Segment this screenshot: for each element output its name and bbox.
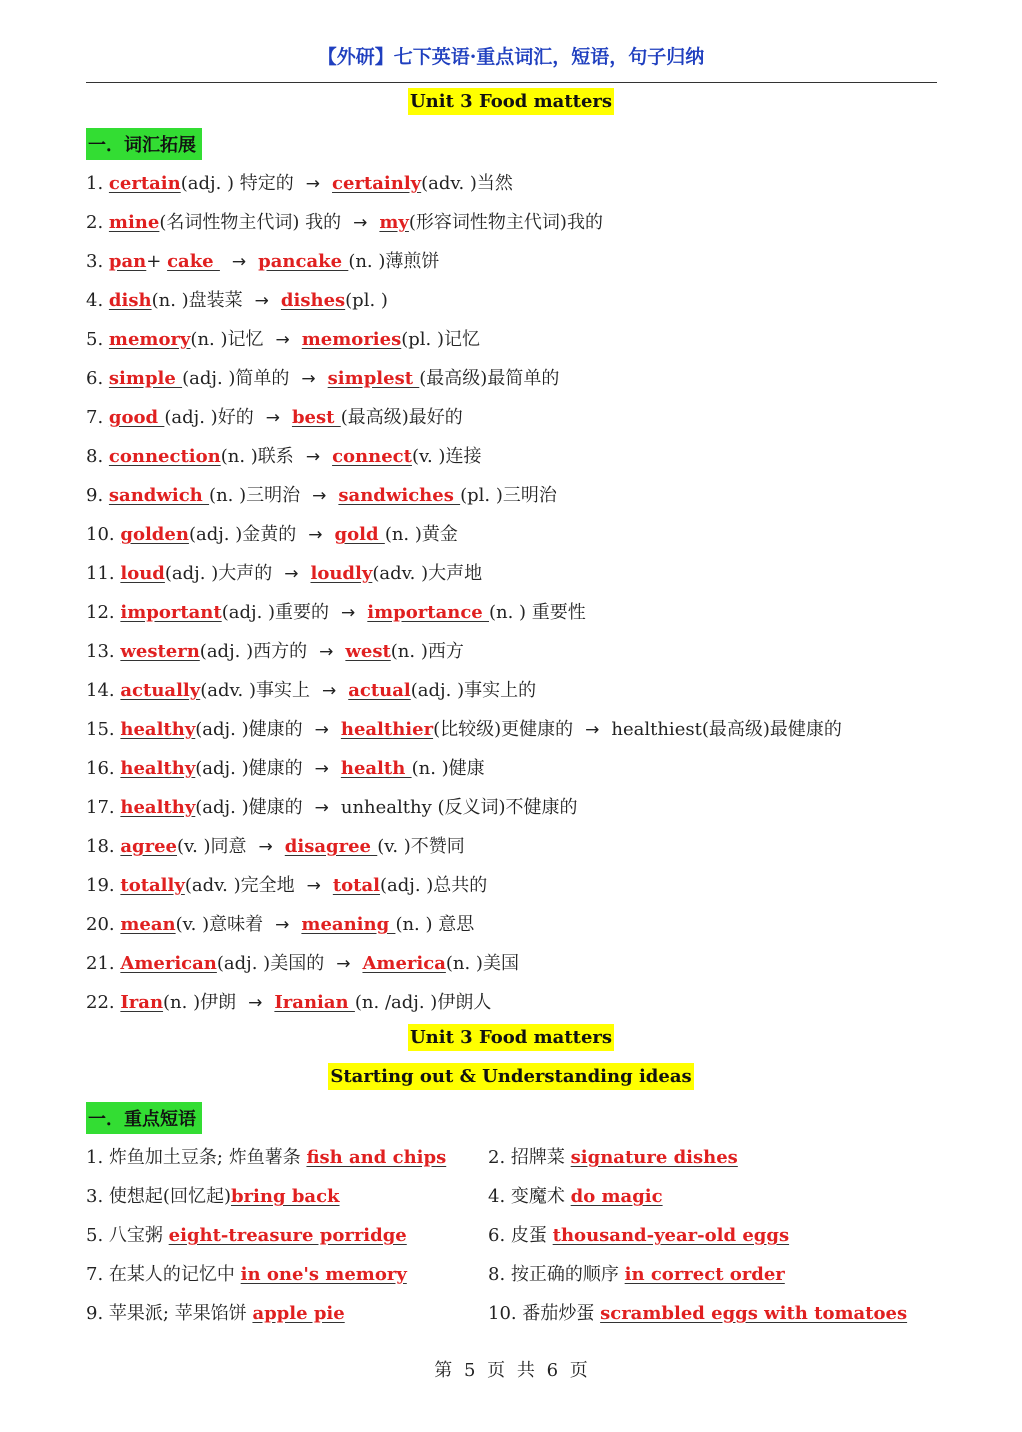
item-number: 8. <box>488 1264 506 1285</box>
vocab-item <box>86 203 842 242</box>
answer-word: connection <box>108 446 221 467</box>
item-number: 20. <box>86 914 115 935</box>
phrase-item <box>86 1177 340 1216</box>
answer-word: American <box>120 953 217 974</box>
arrow-icon: → <box>314 720 329 740</box>
word-info: (n. )盘装菜 <box>151 290 243 311</box>
answer-word: loud <box>120 563 165 584</box>
word-info: (adj. )美国的 <box>216 953 325 974</box>
item-number: 14. <box>86 680 115 701</box>
unit-title-text: Unit 3 Food matters <box>408 88 614 115</box>
phrase-chinese: 皮蛋 <box>510 1225 553 1246</box>
arrow-icon: → <box>275 330 290 350</box>
word-info: (比较级)更健康的 <box>433 719 574 740</box>
word-info: (n. ) 意思 <box>395 914 475 935</box>
phrase-item <box>488 1294 907 1333</box>
phrase-chinese: 炸鱼加土豆条; 炸鱼薯条 <box>108 1147 307 1168</box>
answer-word: pancake <box>258 251 349 272</box>
item-number: 12. <box>86 602 115 623</box>
answer-word: importance <box>367 602 489 623</box>
word-info: (adv. )大声地 <box>372 563 483 584</box>
word-info: (n. )美国 <box>445 953 519 974</box>
section-label-vocab: 一．词汇拓展 <box>86 128 202 160</box>
answer-word: actually <box>120 680 201 701</box>
phrase-english: fish and chips <box>306 1147 447 1168</box>
phrase-chinese: 按正确的顺序 <box>510 1264 625 1285</box>
item-number: 9. <box>86 485 104 506</box>
arrow-icon: → <box>305 447 321 467</box>
item-number: 2. <box>86 212 104 233</box>
word-info: (n. )记忆 <box>190 329 264 350</box>
answer-word: agree <box>120 836 178 857</box>
phrase-item <box>86 1255 407 1294</box>
word-info: (adv. )当然 <box>421 173 513 194</box>
arrow-icon: → <box>305 174 321 194</box>
answer-word: certainly <box>332 173 422 194</box>
vocab-item <box>86 593 842 632</box>
answer-word: west <box>345 641 391 662</box>
item-number: 2. <box>488 1147 506 1168</box>
vocab-item <box>86 749 842 788</box>
answer-word: best <box>291 407 341 428</box>
answer-word: mine <box>108 212 160 233</box>
item-number: 10. <box>488 1303 517 1324</box>
item-number: 11. <box>86 563 115 584</box>
vocab-item <box>86 983 842 1022</box>
word-info: (adj. )事实上的 <box>410 680 537 701</box>
section-label-phrases: 一．重点短语 <box>86 1102 202 1134</box>
phrase-row <box>86 1216 946 1255</box>
phrase-chinese: 苹果派; 苹果馅饼 <box>108 1303 253 1324</box>
item-number: 1. <box>86 1147 104 1168</box>
arrow-icon: → <box>341 603 356 623</box>
phrase-chinese: 在某人的记忆中 <box>108 1264 241 1285</box>
phrase-item <box>488 1216 789 1255</box>
word-info: (adj. )健康的 <box>195 758 303 779</box>
answer-word: mean <box>120 914 176 935</box>
word-info: (v. )连接 <box>411 446 482 467</box>
arrow-icon: → <box>231 252 247 272</box>
answer-word: simple <box>108 368 183 389</box>
phrase-english: bring back <box>230 1186 340 1207</box>
phrase-english: thousand-year-old eggs <box>552 1225 790 1246</box>
phrase-english: in correct order <box>624 1264 785 1285</box>
item-number: 10. <box>86 524 115 545</box>
phrase-item <box>488 1177 663 1216</box>
answer-word: gold <box>334 524 385 545</box>
arrow-icon: → <box>314 759 329 779</box>
answer-word: totally <box>120 875 185 896</box>
header-divider <box>86 82 937 83</box>
answer-word: Iranian <box>274 992 355 1013</box>
page-footer: 第 5 页 共 6 页 <box>434 1360 588 1381</box>
word-info: (v. )不赞同 <box>377 836 465 857</box>
phrase-item <box>488 1255 785 1294</box>
phrase-chinese: 变魔术 <box>510 1186 571 1207</box>
answer-word: health <box>340 758 412 779</box>
item-number: 21. <box>86 953 115 974</box>
word-info: (形容词性物主代词)我的 <box>408 212 603 233</box>
answer-word: good <box>108 407 165 428</box>
arrow-icon: → <box>306 876 321 896</box>
phrase-item <box>86 1216 407 1255</box>
arrow-icon: → <box>319 642 334 662</box>
word-info: (adj. )金黄的 <box>188 524 297 545</box>
answer-word: simplest <box>327 368 420 389</box>
vocab-item <box>86 632 842 671</box>
answer-word: important <box>120 602 222 623</box>
arrow-icon: → <box>312 486 327 506</box>
word-info: (n. )联系 <box>220 446 294 467</box>
answer-word: my <box>379 212 409 233</box>
arrow-icon: → <box>585 720 600 740</box>
word-info: (最高级)最简单的 <box>419 368 560 389</box>
phrase-item <box>86 1138 446 1177</box>
vocab-item <box>86 866 842 905</box>
answer-word: sandwiches <box>338 485 461 506</box>
phrase-english: eight-treasure porridge <box>168 1225 407 1246</box>
vocab-item <box>86 944 842 983</box>
phrase-grid <box>86 1138 946 1333</box>
item-number: 4. <box>86 290 104 311</box>
vocab-item <box>86 710 842 749</box>
item-number: 5. <box>86 1225 104 1246</box>
phrase-row <box>86 1138 946 1177</box>
answer-word: western <box>120 641 200 662</box>
phrase-chinese: 八宝粥 <box>108 1225 169 1246</box>
unit-title-2-text: Unit 3 Food matters <box>408 1024 614 1051</box>
vocab-item <box>86 554 842 593</box>
phrase-chinese: 番茄炒蛋 <box>522 1303 601 1324</box>
arrow-icon: → <box>353 213 368 233</box>
vocab-item <box>86 164 842 203</box>
word-info: (adj. )大声的 <box>164 563 273 584</box>
arrow-icon: → <box>314 798 329 818</box>
word-info: (adj. )健康的 <box>195 719 303 740</box>
vocab-item <box>86 515 842 554</box>
phrase-english: in one's memory <box>240 1264 407 1285</box>
answer-word: disagree <box>284 836 378 857</box>
word-info: (adj. )简单的 <box>182 368 290 389</box>
item-number: 5. <box>86 329 104 350</box>
phrase-item <box>86 1294 345 1333</box>
unit-title <box>0 88 1022 115</box>
vocab-item <box>86 671 842 710</box>
item-number: 7. <box>86 1264 104 1285</box>
answer-word: golden <box>120 524 189 545</box>
phrase-row <box>86 1255 946 1294</box>
item-number: 19. <box>86 875 115 896</box>
word-info: (n. )健康 <box>411 758 485 779</box>
section-subtitle <box>0 1063 1022 1090</box>
vocab-item <box>86 398 842 437</box>
item-number: 22. <box>86 992 115 1013</box>
word-info: (n. )三明治 <box>209 485 301 506</box>
word-info: (adj. )西方的 <box>199 641 308 662</box>
item-number: 6. <box>488 1225 506 1246</box>
word-info: (n. /adj. )伊朗人 <box>354 992 492 1013</box>
item-number: 6. <box>86 368 104 389</box>
arrow-icon: → <box>248 993 263 1013</box>
item-number: 7. <box>86 407 104 428</box>
phrase-chinese: 使想起(回忆起) <box>108 1186 231 1207</box>
word-info: (pl. )记忆 <box>401 329 481 350</box>
answer-word: total <box>332 875 380 896</box>
vocab-item <box>86 242 842 281</box>
answer-word: connect <box>332 446 412 467</box>
vocab-list <box>86 164 842 1022</box>
answer-word: healthier <box>340 719 434 740</box>
arrow-icon: → <box>254 291 269 311</box>
item-number: 9. <box>86 1303 104 1324</box>
word-info: (n. )薄煎饼 <box>348 251 440 272</box>
word-info: (pl. )三明治 <box>460 485 557 506</box>
word-info: (最高级)最好的 <box>340 407 463 428</box>
item-number: 17. <box>86 797 115 818</box>
word-info: (pl. ) <box>345 290 388 311</box>
answer-word: healthy <box>120 797 196 818</box>
phrase-english: apple pie <box>252 1303 345 1324</box>
answer-word: cake <box>167 251 220 272</box>
word-info: (v. )同意 <box>177 836 247 857</box>
vocab-item <box>86 359 842 398</box>
answer-word: pan <box>108 251 147 272</box>
phrase-english: signature dishes <box>570 1147 738 1168</box>
answer-word: Iran <box>120 992 164 1013</box>
vocab-item <box>86 437 842 476</box>
word-info: (adj. )好的 <box>164 407 254 428</box>
item-number: 4. <box>488 1186 506 1207</box>
answer-word: healthy <box>120 758 196 779</box>
arrow-icon: → <box>265 408 280 428</box>
word-info: (adj. )总共的 <box>379 875 488 896</box>
answer-word: loudly <box>310 563 373 584</box>
arrow-icon: → <box>308 525 323 545</box>
answer-word: actual <box>348 680 411 701</box>
answer-word: memory <box>108 329 191 350</box>
arrow-icon: → <box>275 915 290 935</box>
item-number: 8. <box>86 446 104 467</box>
word-info: (n. )黄金 <box>384 524 458 545</box>
vocab-item <box>86 788 842 827</box>
arrow-icon: → <box>301 369 316 389</box>
arrow-icon: → <box>336 954 351 974</box>
arrow-icon: → <box>321 681 337 701</box>
vocab-item <box>86 281 842 320</box>
word-info: (n. )伊朗 <box>163 992 237 1013</box>
item-number: 18. <box>86 836 115 857</box>
answer-word: certain <box>108 173 181 194</box>
item-number: 3. <box>86 251 104 272</box>
phrase-row <box>86 1177 946 1216</box>
arrow-icon: → <box>258 837 273 857</box>
word-info: (adj. ) 特定的 <box>180 173 294 194</box>
phrase-row <box>86 1294 946 1333</box>
answer-word: dish <box>108 290 152 311</box>
answer-word: dishes <box>280 290 346 311</box>
answer-word: meaning <box>301 914 396 935</box>
word-info: + <box>146 251 168 272</box>
vocab-item <box>86 476 842 515</box>
vocab-item <box>86 905 842 944</box>
word-info: (n. )西方 <box>390 641 464 662</box>
answer-word: sandwich <box>108 485 210 506</box>
vocab-item <box>86 320 842 359</box>
word-info: (adv. )完全地 <box>184 875 295 896</box>
phrase-english: scrambled eggs with tomatoes <box>600 1303 908 1324</box>
arrow-icon: → <box>284 564 299 584</box>
item-number: 1. <box>86 173 104 194</box>
word-info: (adj. )健康的 <box>195 797 303 818</box>
item-number: 16. <box>86 758 115 779</box>
word-info: (adv. )事实上 <box>200 680 310 701</box>
answer-word: memories <box>301 329 402 350</box>
vocab-item <box>86 827 842 866</box>
phrase-item <box>488 1138 738 1177</box>
item-number: 3. <box>86 1186 104 1207</box>
unit-title-2 <box>0 1024 1022 1051</box>
section-subtitle-text: Starting out & Understanding ideas <box>328 1063 693 1090</box>
word-info: (n. ) 重要性 <box>489 602 586 623</box>
word-info: (名词性物主代词) 我的 <box>159 212 342 233</box>
word-info: healthiest(最高级)最健康的 <box>611 719 842 740</box>
item-number: 15. <box>86 719 115 740</box>
word-info: (adj. )重要的 <box>221 602 330 623</box>
phrase-english: do magic <box>570 1186 663 1207</box>
item-number: 13. <box>86 641 115 662</box>
phrase-chinese: 招牌菜 <box>510 1147 571 1168</box>
word-info: unhealthy (反义词)不健康的 <box>340 797 578 818</box>
word-info: (v. )意味着 <box>175 914 264 935</box>
page-header-title: 【外研】七下英语·重点词汇，短语，句子归纳 <box>317 46 705 68</box>
answer-word: healthy <box>120 719 196 740</box>
answer-word: America <box>362 953 446 974</box>
